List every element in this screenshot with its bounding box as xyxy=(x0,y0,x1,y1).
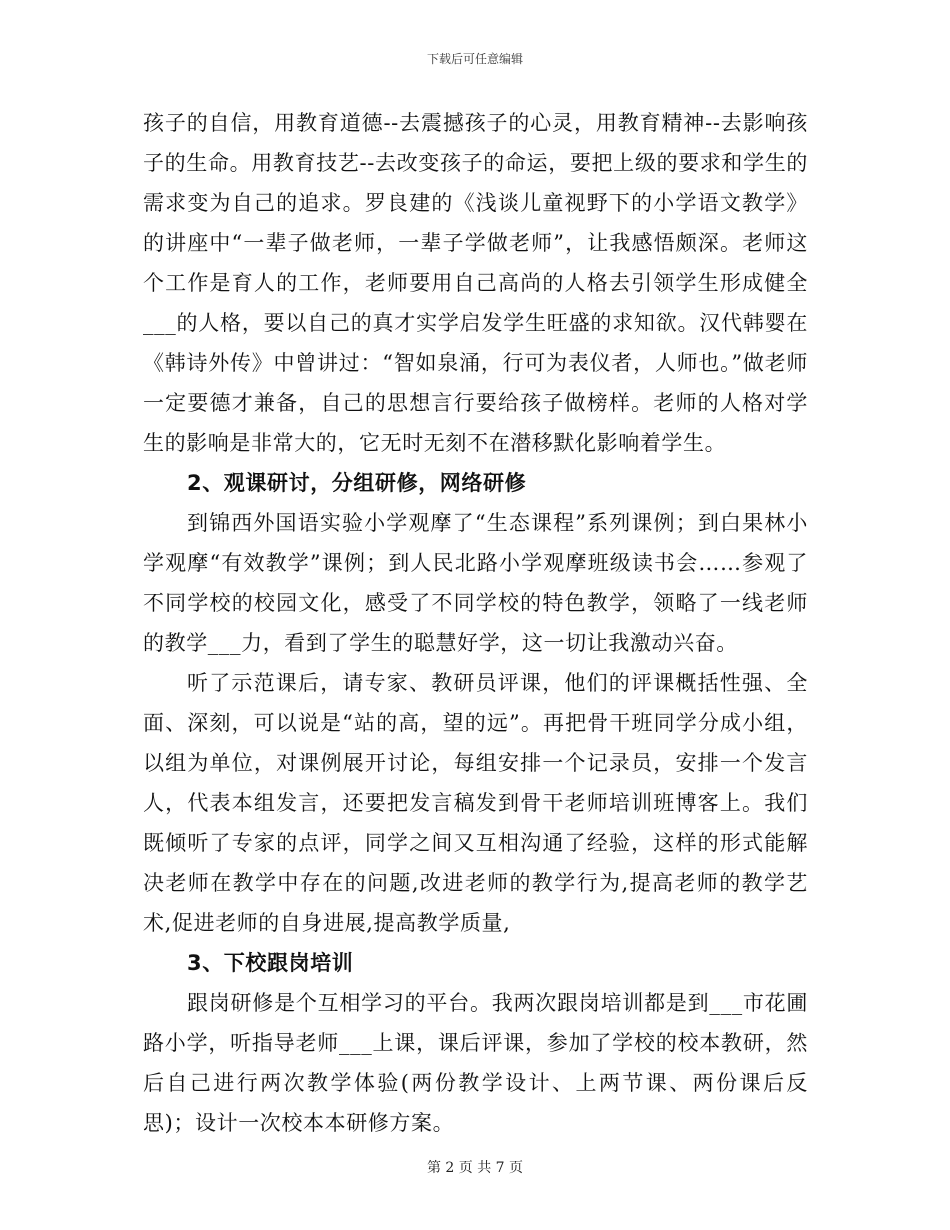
paragraph-3: 听了示范课后，请专家、教研员评课，他们的评课概括性强、全面、深刻，可以说是“站的高，望的远”。再把骨干班同学分成小组，以组为单位，对课例展开讨论，每组安排一个记录员，安排一个发言人，代表本组发言，还要把发言稿发到骨干老师培训班博客上。我们既倾听了专家的点评，同学之间又互相沟通了经验，这样的形式能解决老师在教学中存在的问题,改进老师的教学行为,提高老师的教学艺术,促进老师的自身进展,提高教学质量, xyxy=(143,671,808,935)
paragraph-2: 到锦西外国语实验小学观摩了“生态课程”系列课例；到白果林小学观摩“有效教学”课例；到人民北路小学观摩班级读书会……参观了不同学校的校园文化，感受了不同学校的特色教学，领略了一线老师的教学___力，看到了学生的聪慧好学，这一切让我激动兴奋。 xyxy=(143,511,808,655)
page-number: 第 2 页 共 7 页 xyxy=(426,1160,524,1176)
paragraph-4: 跟岗研修是个互相学习的平台。我两次跟岗培训都是到___市花圃路小学，听指导老师___上课，课后评课，参加了学校的校本教研，然后自己进行两次教学体验(两份教学设计、上两节课、两份课后反思)；设计一次校本本研修方案。 xyxy=(143,991,808,1135)
paragraph-1: 孩子的自信，用教育道德--去震撼孩子的心灵，用教育精神--去影响孩子的生命。用教育技艺--去改变孩子的命运，要把上级的要求和学生的需求变为自己的追求。罗良建的《浅谈儿童视野下的小学语文教学》的讲座中“一辈子做老师，一辈子学做老师”，让我感悟颇深。老师这个工作是育人的工作，老师要用自己高尚的人格去引领学生形成健全___的人格，要以自己的真才实学启发学生旺盛的求知欲。汉代韩婴在《韩诗外传》中曾讲过：“智如泉涌，行可为表仪者，人师也。”做老师一定要德才兼备，自己的思想言行要给孩子做榜样。老师的人格对学生的影响是非常大的，它无时无刻不在潜移默化影响着学生。 xyxy=(143,111,808,455)
section-heading-3: 3、下校跟岗培训 xyxy=(187,951,354,975)
document-body xyxy=(143,103,808,1143)
page-header: 下载后可任意编辑 xyxy=(426,52,523,66)
section-heading-2: 2、观课研讨，分组研修，网络研修 xyxy=(187,471,527,495)
